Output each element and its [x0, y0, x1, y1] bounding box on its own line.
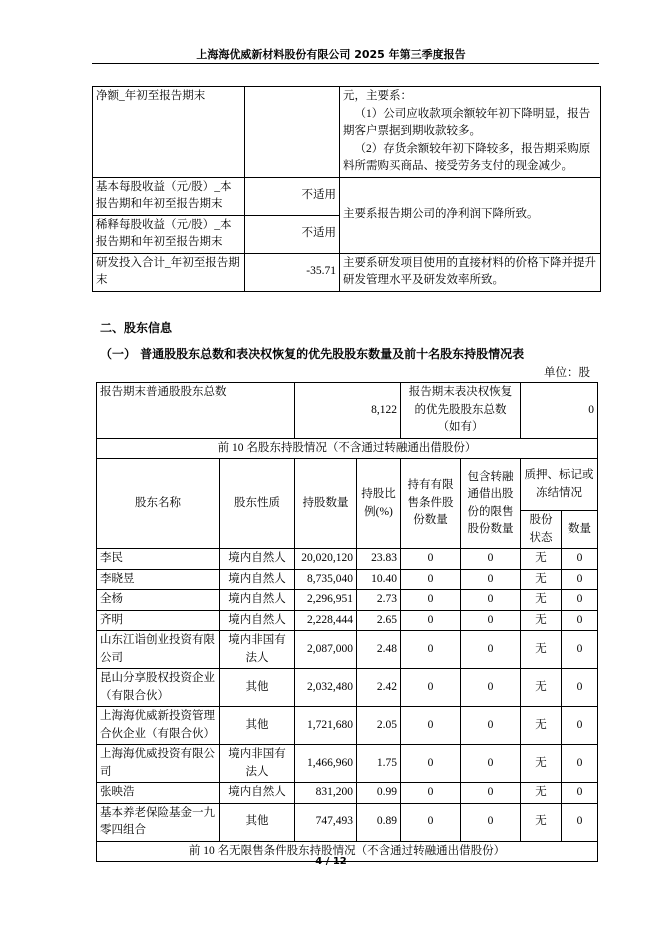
cell-status: 无	[521, 669, 562, 707]
col-header-lending: 包含转融通借出股份的限售股份数量	[461, 459, 521, 549]
cell-shares: 2,296,951	[295, 590, 357, 611]
cell-qty: 0	[562, 549, 598, 570]
cell-qty: 0	[562, 783, 598, 804]
row-label: 基本每股收益（元/股）_本报告期和年初至报告期末	[93, 177, 245, 215]
row-reason: 主要系报告期公司的净利润下降所致。	[340, 177, 601, 253]
cell-qty: 0	[562, 669, 598, 707]
header-divider	[92, 63, 599, 64]
cell-shares: 1,466,960	[295, 745, 357, 783]
reason-line: 元，主要系：	[343, 90, 412, 102]
table-row	[97, 803, 598, 841]
cell-shares: 831,200	[295, 783, 357, 804]
section-title: 二、股东信息	[100, 321, 173, 335]
cell-lending: 0	[461, 669, 521, 707]
cell-qty: 0	[562, 745, 598, 783]
cell-ratio: 23.83	[357, 549, 401, 570]
cell-shares: 20,020,120	[295, 549, 357, 570]
cell-restricted: 0	[401, 569, 461, 590]
cell-nature: 其他	[220, 707, 295, 745]
page-number: 4 / 12	[315, 856, 347, 867]
cell-restricted: 0	[401, 803, 461, 841]
unit-label: 单位：股	[544, 367, 590, 379]
col-header-restricted: 持有有限售条件股份数量	[401, 459, 461, 549]
cell-shares: 1,721,680	[295, 707, 357, 745]
table-row	[97, 745, 598, 783]
cell-lending: 0	[461, 569, 521, 590]
cell-lending: 0	[461, 549, 521, 570]
cell-lending: 0	[461, 631, 521, 669]
cell-name: 齐明	[97, 610, 220, 631]
total-holders-value: 8,122	[295, 383, 401, 439]
cell-ratio: 1.75	[357, 745, 401, 783]
cell-name: 基本养老保险基金一九零四组合	[97, 803, 220, 841]
cell-restricted: 0	[401, 707, 461, 745]
cell-qty: 0	[562, 631, 598, 669]
table-row	[97, 631, 598, 669]
col-header-name: 股东名称	[97, 459, 220, 549]
cell-nature: 境内自然人	[220, 590, 295, 611]
cell-lending: 0	[461, 803, 521, 841]
bottom-caption: 前 10 名无限售条件股东持股情况（不含通过转融通出借股份）	[97, 841, 598, 862]
reason-line: （1）公司应收款项余额较年初下降明显，报告期客户票据到期收款较多。	[343, 107, 591, 137]
cell-ratio: 2.05	[357, 707, 401, 745]
cell-status: 无	[521, 803, 562, 841]
shareholder-table	[96, 382, 598, 862]
cell-restricted: 0	[401, 783, 461, 804]
row-label: 净额_年初至报告期末	[93, 87, 245, 178]
table-row	[93, 177, 601, 215]
cell-status: 无	[521, 549, 562, 570]
table-row	[93, 253, 601, 291]
table-row	[97, 590, 598, 611]
cell-restricted: 0	[401, 549, 461, 570]
row-label: 稀释每股收益（元/股）_本报告期和年初至报告期末	[93, 215, 245, 253]
col-header-pledge-status: 股份状态	[521, 511, 562, 549]
cell-restricted: 0	[401, 745, 461, 783]
cell-qty: 0	[562, 707, 598, 745]
reason-line: （2）存货余额较年初下降较多，报告期采购原料所需购买商品、接受劳务支付的现金减少。	[343, 142, 591, 172]
table-row	[97, 438, 598, 459]
cell-shares: 2,087,000	[295, 631, 357, 669]
cell-qty: 0	[562, 610, 598, 631]
cell-ratio: 0.89	[357, 803, 401, 841]
cell-restricted: 0	[401, 631, 461, 669]
table-row	[97, 569, 598, 590]
cell-status: 无	[521, 707, 562, 745]
cell-shares: 2,228,444	[295, 610, 357, 631]
cell-lending: 0	[461, 610, 521, 631]
row-reason: 主要系研发项目使用的直接材料的价格下降并提升研发管理水平及研发效率所致。	[340, 253, 601, 291]
table-row	[97, 549, 598, 570]
cell-ratio: 2.73	[357, 590, 401, 611]
cell-nature: 境内自然人	[220, 783, 295, 804]
cell-name: 上海海优威新投资管理合伙企业（有限合伙）	[97, 707, 220, 745]
cell-nature: 境内自然人	[220, 610, 295, 631]
col-header-pledge-qty: 数量	[562, 511, 598, 549]
table-row	[93, 87, 601, 178]
cell-qty: 0	[562, 569, 598, 590]
page-header: 上海海优威新材料股份有限公司 2025 年第三季度报告	[196, 48, 466, 61]
cell-lending: 0	[461, 745, 521, 783]
cell-status: 无	[521, 590, 562, 611]
cell-qty: 0	[562, 590, 598, 611]
cell-qty: 0	[562, 803, 598, 841]
cell-nature: 境内自然人	[220, 549, 295, 570]
top10-caption: 前 10 名股东持股情况（不含通过转融通出借股份）	[97, 438, 598, 459]
cell-ratio: 0.99	[357, 783, 401, 804]
shareholder-rows	[97, 549, 598, 842]
cell-restricted: 0	[401, 610, 461, 631]
cell-ratio: 2.48	[357, 631, 401, 669]
cell-status: 无	[521, 569, 562, 590]
cell-nature: 其他	[220, 803, 295, 841]
row-reason	[340, 87, 601, 178]
cell-name: 昆山分享股权投资企业（有限合伙）	[97, 669, 220, 707]
row-value: -35.71	[245, 253, 340, 291]
col-header-shares: 持股数量	[295, 459, 357, 549]
cell-nature: 境内自然人	[220, 569, 295, 590]
cell-nature: 其他	[220, 669, 295, 707]
cell-name: 李晓昱	[97, 569, 220, 590]
cell-name: 全杨	[97, 590, 220, 611]
row-value: 不适用	[245, 177, 340, 215]
col-header-nature: 股东性质	[220, 459, 295, 549]
cell-ratio: 2.42	[357, 669, 401, 707]
cell-shares: 747,493	[295, 803, 357, 841]
col-header-pledge: 质押、标记或冻结情况	[521, 459, 598, 511]
cell-shares: 2,032,480	[295, 669, 357, 707]
table-row	[97, 669, 598, 707]
cell-nature: 境内非国有法人	[220, 745, 295, 783]
table-row	[97, 707, 598, 745]
pref-holders-label: 报告期末表决权恢复的优先股股东总数（如有）	[401, 383, 521, 439]
cell-restricted: 0	[401, 590, 461, 611]
cell-name: 上海海优威投资有限公司	[97, 745, 220, 783]
cell-status: 无	[521, 631, 562, 669]
total-holders-label: 报告期末普通股股东总数	[97, 383, 295, 439]
row-value: 不适用	[245, 215, 340, 253]
cell-name: 李民	[97, 549, 220, 570]
cell-nature: 境内非国有法人	[220, 631, 295, 669]
col-header-ratio: 持股比例(%)	[357, 459, 401, 549]
cell-name: 张映浩	[97, 783, 220, 804]
cell-lending: 0	[461, 590, 521, 611]
cell-lending: 0	[461, 783, 521, 804]
pref-holders-value: 0	[521, 383, 598, 439]
cell-status: 无	[521, 783, 562, 804]
row-label: 研发投入合计_年初至报告期末	[93, 253, 245, 291]
subsection-title: （一） 普通股股东总数和表决权恢复的优先股股东数量及前十名股东持股情况表	[100, 347, 525, 361]
cell-status: 无	[521, 610, 562, 631]
header-row	[97, 459, 598, 511]
cell-ratio: 2.65	[357, 610, 401, 631]
table-row	[97, 383, 598, 439]
cell-shares: 8,735,040	[295, 569, 357, 590]
financial-change-table	[92, 86, 601, 292]
cell-restricted: 0	[401, 669, 461, 707]
row-value	[245, 87, 340, 178]
cell-lending: 0	[461, 707, 521, 745]
table-row	[97, 783, 598, 804]
cell-status: 无	[521, 745, 562, 783]
cell-ratio: 10.40	[357, 569, 401, 590]
cell-name: 山东江诣创业投资有限公司	[97, 631, 220, 669]
table-row	[97, 610, 598, 631]
